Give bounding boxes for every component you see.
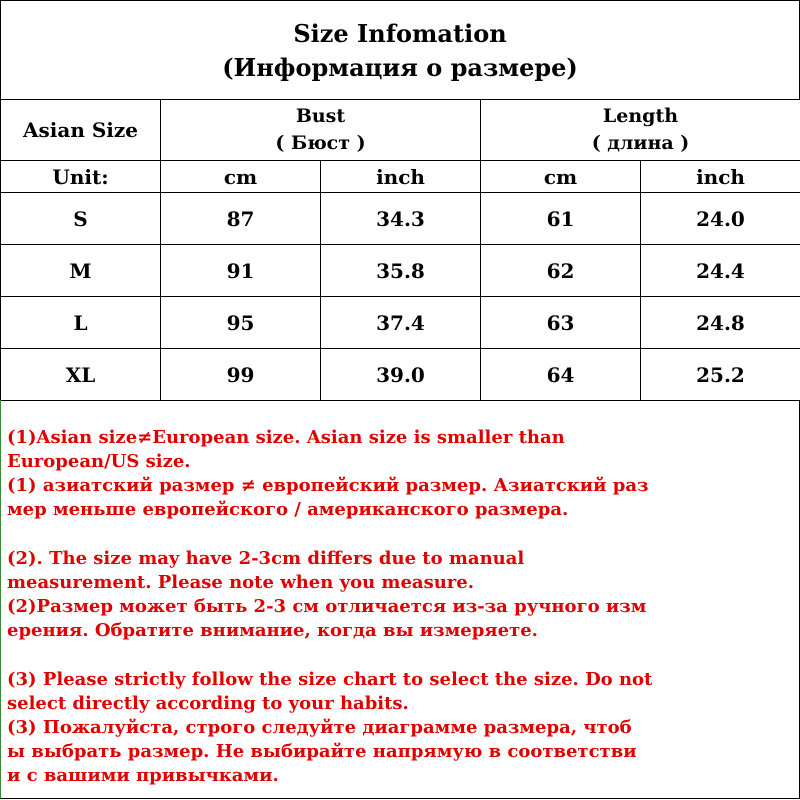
table-header-row <box>1 100 800 161</box>
note-line: (1)Asian size≠European size. Asian size is smaller than <box>7 427 565 448</box>
bust-inch-cell: 37.4 <box>321 297 481 349</box>
length-cm-cell: 61 <box>481 193 641 245</box>
bust-inch-cell: 39.0 <box>321 349 481 401</box>
header-length-label: Length <box>602 105 679 127</box>
size-cell: L <box>1 297 161 349</box>
bust-inch-cell: 35.8 <box>321 245 481 297</box>
table-row <box>1 297 800 349</box>
header-length <box>481 100 800 161</box>
note-line: measurement. Please note when you measure. <box>7 572 475 593</box>
unit-bust-inch: inch <box>321 161 481 193</box>
size-table <box>0 99 800 401</box>
unit-length-inch: inch <box>641 161 800 193</box>
bust-cm-cell: 95 <box>161 297 321 349</box>
length-inch-cell: 25.2 <box>641 349 800 401</box>
bust-cm-cell: 87 <box>161 193 321 245</box>
header-bust-label: Bust <box>295 105 346 127</box>
bust-inch-cell: 34.3 <box>321 193 481 245</box>
length-cm-cell: 64 <box>481 349 641 401</box>
header-bust-sub: ( Бюст ) <box>275 132 366 154</box>
header-asian-size: Asian Size <box>1 100 161 161</box>
title-box <box>0 0 800 100</box>
length-inch-cell: 24.4 <box>641 245 800 297</box>
unit-label: Unit: <box>1 161 161 193</box>
notes-box <box>0 400 800 799</box>
note-line: и с вашими привычками. <box>7 765 279 786</box>
bust-cm-cell: 99 <box>161 349 321 401</box>
size-cell: XL <box>1 349 161 401</box>
header-length-sub: ( длина ) <box>591 132 690 154</box>
bust-cm-cell: 91 <box>161 245 321 297</box>
note-line: select directly according to your habits. <box>7 693 409 714</box>
unit-length-cm: cm <box>481 161 641 193</box>
size-cell: S <box>1 193 161 245</box>
unit-row <box>1 161 800 193</box>
length-cm-cell: 62 <box>481 245 641 297</box>
header-bust <box>161 100 481 161</box>
note-line: ерения. Обратите внимание, когда вы измеряете. <box>7 620 538 641</box>
length-inch-cell: 24.8 <box>641 297 800 349</box>
note-line: мер меньше европейского / американского размера. <box>7 499 569 520</box>
note-line: (2)Размер может быть 2-3 см отличается из-за ручного изм <box>7 596 647 617</box>
length-inch-cell: 24.0 <box>641 193 800 245</box>
note-line: (3) Please strictly follow the size chart to select the size. Do not <box>7 669 653 690</box>
table-row <box>1 193 800 245</box>
unit-bust-cm: cm <box>161 161 321 193</box>
size-cell: M <box>1 245 161 297</box>
note-line: ы выбрать размер. Не выбирайте напрямую в соответстви <box>7 741 637 762</box>
title-english: Size Infomation <box>293 19 507 48</box>
table-row <box>1 349 800 401</box>
length-cm-cell: 63 <box>481 297 641 349</box>
note-line: (2). The size may have 2-3cm differs due to manual <box>7 548 525 569</box>
table-row <box>1 245 800 297</box>
title-russian: (Информация о размере) <box>222 53 578 82</box>
note-line: (1) азиатский размер ≠ европейский размер. Азиатский раз <box>7 475 649 496</box>
note-line: European/US size. <box>7 451 191 472</box>
note-line: (3) Пожалуйста, строго следуйте диаграмме размера, чтоб <box>7 717 632 738</box>
